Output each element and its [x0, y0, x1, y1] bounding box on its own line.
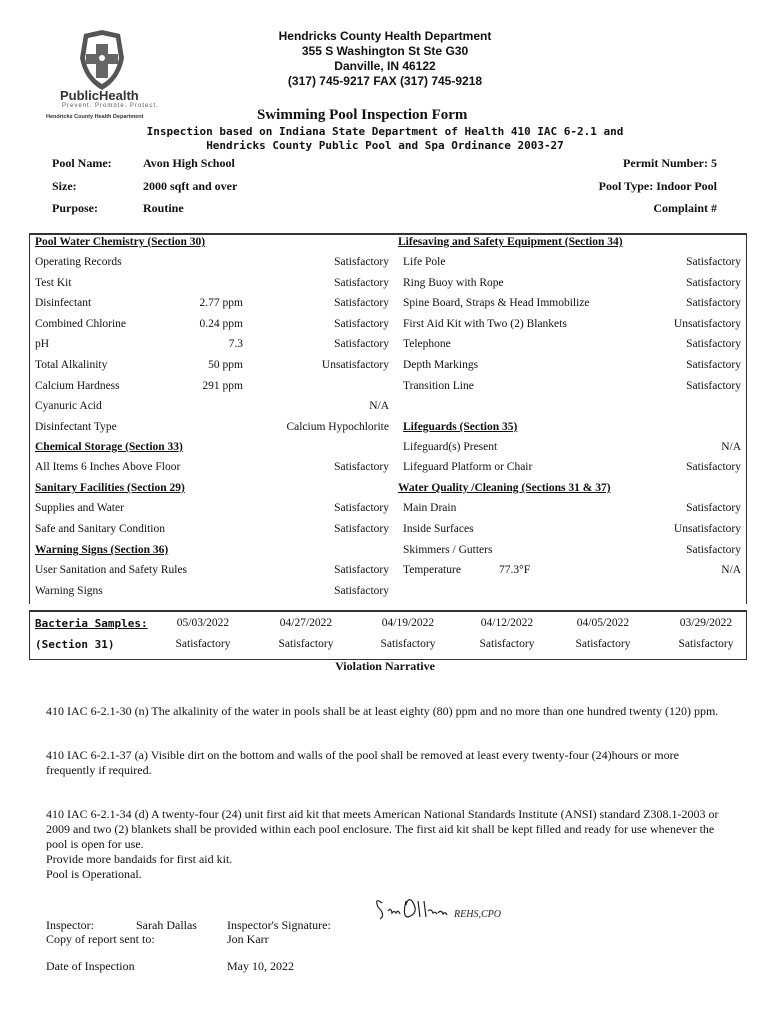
- sanitary-item-status: Satisfactory: [334, 523, 389, 535]
- storage-item-status: Satisfactory: [334, 461, 389, 473]
- narrative-title: Violation Narrative: [335, 659, 435, 673]
- chem-item-status: Satisfactory: [334, 318, 389, 330]
- temperature-value: 77.3°F: [499, 564, 531, 576]
- chem-item-label: Test Kit: [35, 277, 72, 289]
- svg-text:REHS,CPO: REHS,CPO: [454, 909, 501, 920]
- chem-item-value: 7.3: [228, 338, 243, 350]
- warning-item-label: Warning Signs: [35, 585, 103, 597]
- purpose-value: Routine: [143, 201, 184, 215]
- logo-caption: Hendricks County Health Department: [46, 114, 144, 120]
- chem-item-label: pH: [35, 338, 50, 350]
- warning-item-label: User Sanitation and Safety Rules: [35, 564, 188, 576]
- lifesaving-item-label: Depth Markings: [403, 359, 479, 371]
- narrative-p5: Pool is Operational.: [46, 867, 142, 881]
- warning-title: Warning Signs (Section 36): [35, 544, 169, 556]
- permit-number: Permit Number: 5: [623, 156, 717, 170]
- chem-item-label: Disinfectant Type: [35, 421, 117, 433]
- chem-title: Pool Water Chemistry (Section 30): [35, 236, 206, 248]
- complaint-number: Complaint #: [653, 201, 717, 215]
- water-item-label: Inside Surfaces: [403, 523, 474, 535]
- lifesaving-item-label: Ring Buoy with Rope: [403, 277, 504, 289]
- bacteria-result: Satisfactory: [175, 638, 231, 650]
- sanitary-item-label: Safe and Sanitary Condition: [35, 523, 165, 535]
- date-label: Date of Inspection: [46, 959, 135, 973]
- lifesaving-item-status: Satisfactory: [686, 338, 741, 350]
- lifesaving-item-label: Spine Board, Straps & Head Immobilize: [403, 297, 590, 309]
- storage-item-label: All Items 6 Inches Above Floor: [35, 461, 181, 473]
- lifesaving-item-label: Telephone: [403, 338, 451, 350]
- sanitary-item-status: Satisfactory: [334, 502, 389, 514]
- lifesaving-item-status: Satisfactory: [686, 297, 741, 309]
- chem-item-label: Calcium Hardness: [35, 380, 120, 392]
- lifesaving-item-status: Satisfactory: [686, 256, 741, 268]
- bacteria-result: Satisfactory: [380, 638, 436, 650]
- narrative-p4: Provide more bandaids for first aid kit.: [46, 852, 233, 866]
- temperature-status: N/A: [721, 564, 741, 576]
- chem-item-status: Unsatisfactory: [321, 359, 389, 371]
- chem-item-label: Cyanuric Acid: [35, 400, 102, 412]
- pool-name-label: Pool Name:: [52, 156, 112, 170]
- bacteria-date: 04/05/2022: [576, 617, 630, 629]
- dept-name: Hendricks County Health Department: [278, 29, 492, 43]
- lifesaving-item-label: Transition Line: [403, 380, 474, 392]
- chem-item-label: Combined Chlorine: [35, 318, 127, 330]
- water-item-status: Unsatisfactory: [673, 523, 741, 535]
- lifesaving-item-status: Satisfactory: [686, 277, 741, 289]
- table-divider: [29, 233, 747, 235]
- basis-line-2: Hendricks County Public Pool and Spa Ordinance 2003-27: [206, 139, 564, 152]
- bacteria-result: Satisfactory: [575, 638, 631, 650]
- pool-type: Pool Type: Indoor Pool: [598, 179, 717, 193]
- chem-item-label: Disinfectant: [35, 297, 92, 309]
- warning-item-status: Satisfactory: [334, 585, 389, 597]
- narrative-p2: 410 IAC 6-2.1-37 (a) Visible dirt on the bottom and walls of the pool shall be removed at least every twenty-four (24)hours or more frequently if required.: [46, 748, 679, 777]
- size-label: Size:: [52, 179, 77, 193]
- lifesaving-item-status: Satisfactory: [686, 380, 741, 392]
- inspection-date: May 10, 2022: [227, 959, 294, 973]
- bacteria-date: 05/03/2022: [176, 617, 230, 629]
- chem-item-status: Satisfactory: [334, 297, 389, 309]
- water-item-status: Satisfactory: [686, 544, 741, 556]
- chem-item-status: N/A: [369, 400, 389, 412]
- purpose-label: Purpose:: [52, 201, 98, 215]
- lifesaving-title: Lifesaving and Safety Equipment (Section 34): [398, 236, 623, 248]
- bacteria-date: 04/27/2022: [279, 617, 333, 629]
- form-title: Swimming Pool Inspection Form: [257, 107, 468, 123]
- inspector-name: Sarah Dallas: [136, 918, 197, 932]
- pool-name: Avon High School: [143, 156, 235, 170]
- chem-item-value: 2.77 ppm: [199, 297, 243, 309]
- bacteria-result: Satisfactory: [678, 638, 734, 650]
- lifesaving-item-status: Unsatisfactory: [673, 318, 741, 330]
- logo-tagline: Prevent. Promote. Protect.: [62, 103, 159, 109]
- copy-label: Copy of report sent to:: [46, 932, 155, 946]
- chem-item-value: 50 ppm: [208, 359, 243, 371]
- logo: [40, 28, 165, 124]
- storage-title: Chemical Storage (Section 33): [35, 441, 183, 453]
- water-quality-title: Water Quality /Cleaning (Sections 31 & 37): [398, 482, 611, 494]
- chem-item-label: Operating Records: [35, 256, 122, 268]
- lifeguards-title: Lifeguards (Section 35): [403, 421, 518, 433]
- water-item-status: Satisfactory: [686, 502, 741, 514]
- inspector-label: Inspector:: [46, 918, 94, 932]
- guard-item-status: N/A: [721, 441, 741, 453]
- narrative-p1: 410 IAC 6-2.1-30 (n) The alkalinity of the water in pools shall be at least eighty (80) ppm and no more than one hundred twenty (120) ppm.: [46, 704, 719, 718]
- bacteria-date: 04/19/2022: [381, 617, 435, 629]
- bacteria-title: Bacteria Samples:: [35, 617, 148, 630]
- bacteria-date: 03/29/2022: [679, 617, 733, 629]
- form-basis: [100, 125, 670, 153]
- chem-item-label: Total Alkalinity: [35, 359, 108, 371]
- copy-to: Jon Karr: [227, 932, 269, 946]
- lifesaving-item-label: Life Pole: [403, 256, 446, 268]
- basis-line-1: Inspection based on Indiana State Department of Health 410 IAC 6-2.1 and: [146, 125, 624, 138]
- signature-image: [372, 893, 502, 927]
- lifesaving-item-status: Satisfactory: [686, 359, 741, 371]
- water-item-label: Main Drain: [403, 502, 457, 514]
- header-block: [235, 29, 535, 89]
- warning-item-status: Satisfactory: [334, 564, 389, 576]
- chem-item-status: Satisfactory: [334, 338, 389, 350]
- bacteria-date: 04/12/2022: [480, 617, 534, 629]
- narrative-p3: 410 IAC 6-2.1-34 (d) A twenty-four (24) unit first aid kit that meets American National Standards Institute (ANSI) standard Z308.1-2003 or 2009 and two (2) blankets shall be provided within each pool enclosure. The first aid kit shall be kept filled and ready for use whenever the pool is open for use.: [46, 807, 719, 851]
- guard-item-label: Lifeguard Platform or Chair: [403, 461, 533, 473]
- temperature-label: Temperature: [403, 564, 461, 576]
- chem-item-status: Satisfactory: [334, 277, 389, 289]
- dept-address: 355 S Washington St Ste G30: [301, 44, 469, 58]
- bacteria-result: Satisfactory: [479, 638, 535, 650]
- guard-item-status: Satisfactory: [686, 461, 741, 473]
- chem-item-value: 291 ppm: [202, 380, 243, 392]
- logo-name: PublicHealth: [60, 88, 139, 103]
- signature-label: Inspector's Signature:: [227, 918, 331, 932]
- chem-item-status: Satisfactory: [334, 256, 389, 268]
- chem-item-status: Calcium Hypochlorite: [286, 421, 389, 433]
- chem-item-value: 0.24 ppm: [199, 318, 243, 330]
- lifesaving-item-label: First Aid Kit with Two (2) Blankets: [403, 318, 567, 330]
- dept-phone: (317) 745-9217 FAX (317) 745-9218: [287, 74, 483, 88]
- guard-item-label: Lifeguard(s) Present: [403, 441, 498, 453]
- water-item-label: Skimmers / Gutters: [403, 544, 493, 556]
- size-value: 2000 sqft and over: [143, 179, 238, 193]
- bacteria-section: (Section 31): [35, 638, 115, 651]
- sanitary-item-label: Supplies and Water: [35, 502, 124, 514]
- bacteria-result: Satisfactory: [278, 638, 334, 650]
- dept-city: Danville, IN 46122: [334, 59, 436, 73]
- public-health-shield-icon: [40, 28, 165, 94]
- sanitary-title: Sanitary Facilities (Section 29): [35, 482, 185, 494]
